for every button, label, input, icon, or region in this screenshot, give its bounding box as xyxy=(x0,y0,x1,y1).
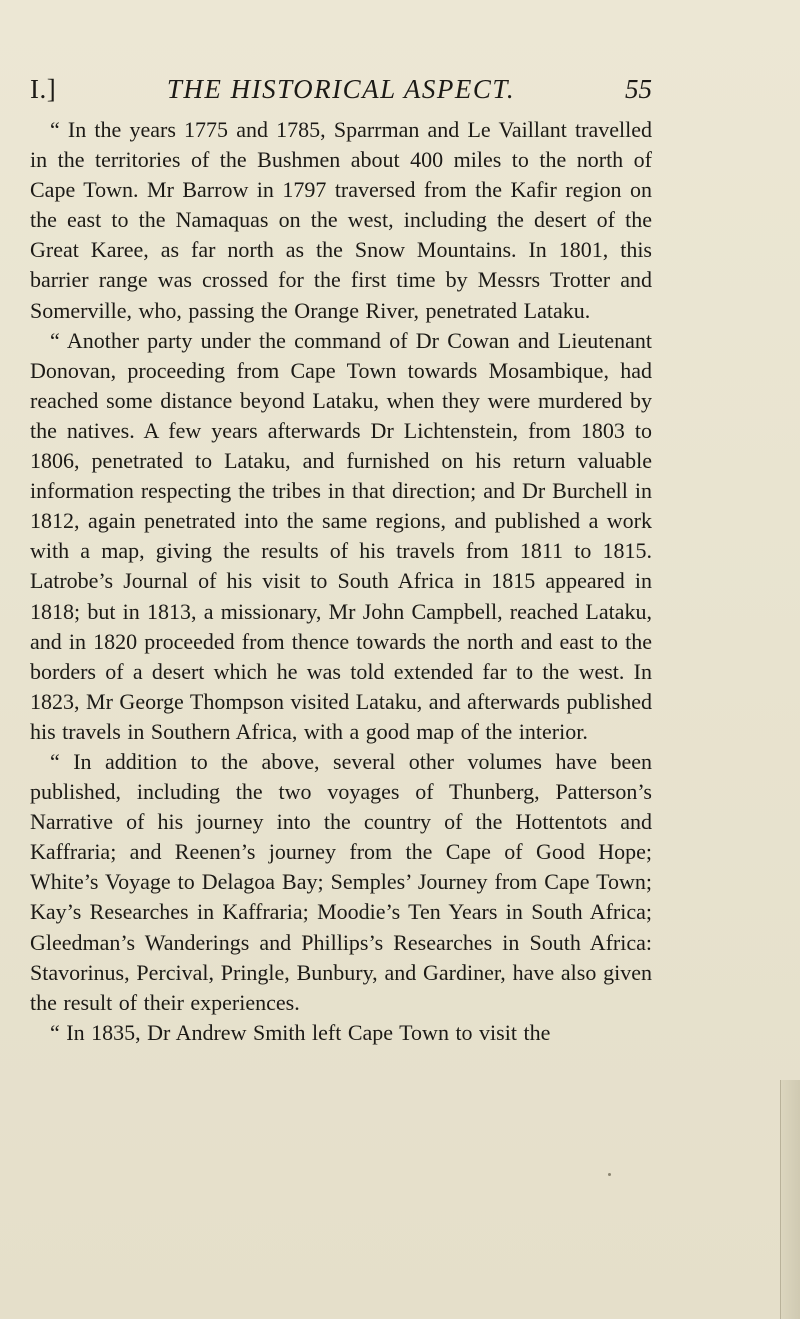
body-text xyxy=(30,115,652,1048)
page-edge xyxy=(780,1080,800,1319)
running-header xyxy=(30,62,652,102)
chapter-number: I.] xyxy=(30,74,57,104)
ink-speck xyxy=(608,1173,611,1176)
page-number: 55 xyxy=(625,74,652,104)
running-title: THE HISTORICAL ASPECT. xyxy=(166,74,516,104)
paragraph-4: “ In 1835, Dr Andrew Smith left Cape Town to visit the xyxy=(50,1019,551,1045)
paragraph-3: “ In addition to the above, several other volumes have been published, including the two voyages of Thunberg, Patterson’s Narrative of his journey into the country of the Hottentots and Kaffraria; and Reenen’s journey from the Cape of Good Hope; White’s Voyage to Delagoa Bay; Semples’ Journey from Cape Town; Kay’s Researches in Kaffraria; Moodie’s Ten Years in South Africa; Gleedman’s Wanderings and Phillips’s Researches in South Africa: Stavorinus, Percival, Pringle, Bunbury, and Gardiner, have also given the result of their experiences. xyxy=(30,748,652,1015)
paragraph-1: “ In the years 1775 and 1785, Sparrman and Le Vaillant travelled in the territories of the Bushmen about 400 miles to the north of Cape Town. Mr Barrow in 1797 traversed from the Kafir region on the east to the Namaquas on the west, including the desert of the Great Karee, as far north as the Snow Mountains. In 1801, this barrier range was crossed for the first time by Messrs Trotter and Somerville, who, passing the Orange River, penetrated Lataku. xyxy=(30,117,652,323)
paragraph-2: “ Another party under the command of Dr Cowan and Lieutenant Donovan, proceeding from Cape Town towards Mosambique, had reached some distance beyond Lataku, when they were murdered by the natives. A few years afterwards Dr Lichtenstein, from 1803 to 1806, penetrated to Lataku, and furnished on his return valuable information respecting the tribes in that direction; and Dr Burchell in 1812, again penetrated into the same regions, and published a work with a map, giving the results of his travels from 1811 to 1815. Latrobe’s Journal of his visit to South Africa in 1815 appeared in 1818; but in 1813, a missionary, Mr John Campbell, reached Lataku, and in 1820 proceeded from thence towards the north and east to the borders of a desert which he was told extended far to the west. In 1823, Mr George Thompson visited Lataku, and afterwards published his travels in Southern Africa, with a good map of the interior. xyxy=(30,327,652,744)
